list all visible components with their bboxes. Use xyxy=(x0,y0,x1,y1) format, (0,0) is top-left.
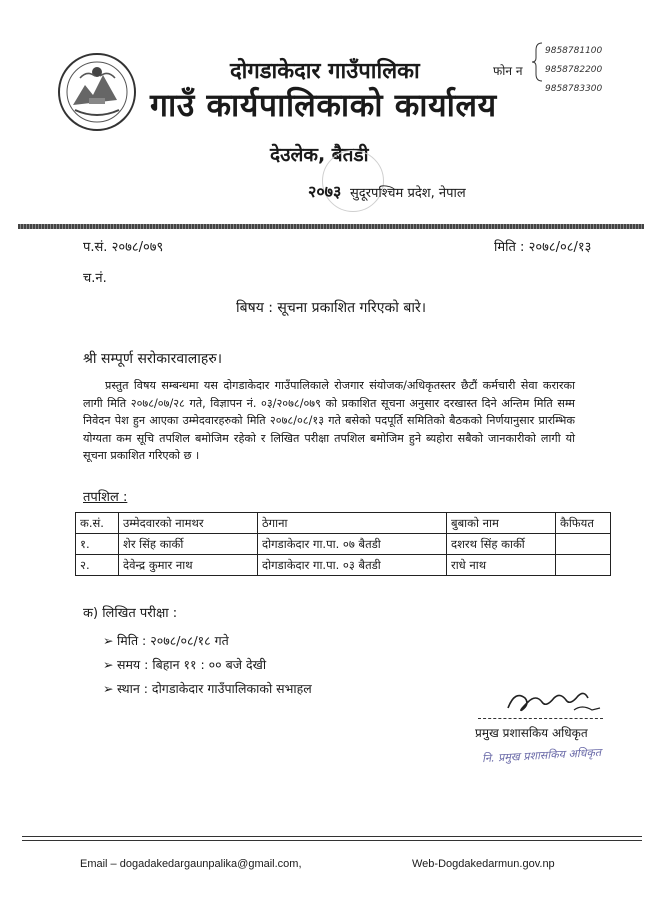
cell: शेर सिंह कार्की xyxy=(119,534,258,555)
cell: दोगडाकेदार गा.पा. ०७ बैतडी xyxy=(258,534,447,555)
office-name: गाउँ कार्यपालिकाको कार्यालय xyxy=(150,86,497,124)
cell: राधे नाथ xyxy=(447,555,556,576)
table-row xyxy=(76,534,611,555)
cell: देवेन्द्र कुमार नाथ xyxy=(119,555,258,576)
table-header-row xyxy=(76,513,611,534)
arrow-bullet-icon: ➢ xyxy=(103,633,114,648)
signature-line xyxy=(478,718,603,719)
col-serial: क.सं. xyxy=(76,513,119,534)
subject-line: बिषय : सूचना प्रकाशित गरिएको बारे। xyxy=(235,300,427,316)
office-location: देउलेक, बैतडी xyxy=(270,144,369,166)
footer-website: Web-Dogdakedarmun.gov.np xyxy=(412,858,555,870)
phone-label: फोन न xyxy=(493,64,523,78)
municipality-name: दोगडाकेदार गाउँपालिका xyxy=(230,59,420,84)
cell xyxy=(556,555,611,576)
cell: २. xyxy=(76,555,119,576)
exam-details-list xyxy=(103,629,312,701)
col-father-name: बुबाको नाम xyxy=(447,513,556,534)
col-address: ठेगाना xyxy=(258,513,447,534)
details-label: तपशिल : xyxy=(83,490,128,505)
letter-date: मिति : २०७८/०८/१३ xyxy=(494,240,592,255)
phone-number: 9858781100 xyxy=(545,46,603,56)
signature-icon xyxy=(470,680,610,722)
nepal-emblem-icon xyxy=(55,50,140,135)
salutation: श्री सम्पूर्ण सरोकारवालाहरु। xyxy=(83,351,223,367)
col-remarks: कैफियत xyxy=(556,513,611,534)
cell: दोगडाकेदार गा.पा. ०३ बैतडी xyxy=(258,555,447,576)
cell xyxy=(556,534,611,555)
footer-divider xyxy=(22,836,642,837)
province-text: सुदूरपश्चिम प्रदेश, नेपाल xyxy=(350,186,466,201)
reference-number: प.सं. २०७८/०७९ xyxy=(83,240,164,255)
phone-numbers xyxy=(545,42,602,99)
col-candidate-name: उम्मेदवारको नामथर xyxy=(119,513,258,534)
footer-divider xyxy=(22,840,642,841)
list-item: ➢ मिति : २०७८/०८/१८ गते xyxy=(103,629,312,653)
candidate-table xyxy=(75,512,611,576)
cell: १. xyxy=(76,534,119,555)
established-year: २०७३ xyxy=(308,182,342,201)
arrow-bullet-icon: ➢ xyxy=(103,657,114,672)
phone-number: 9858783300 xyxy=(545,84,603,94)
phone-number: 9858782200 xyxy=(545,65,603,75)
official-stamp: नि. प्रमुख प्रशासकिय अधिकृत xyxy=(481,745,602,766)
list-item: ➢ समय : बिहान ११ : ०० बजे देखी xyxy=(103,653,312,677)
cell: दशरथ सिंह कार्की xyxy=(447,534,556,555)
table-row xyxy=(76,555,611,576)
exam-heading: क) लिखित परीक्षा : xyxy=(83,606,178,621)
signatory-title: प्रमुख प्रशासकिय अधिकृत xyxy=(475,726,588,740)
arrow-bullet-icon: ➢ xyxy=(103,681,114,696)
header-divider xyxy=(18,224,644,229)
dispatch-number: च.नं. xyxy=(83,271,107,286)
body-paragraph: प्रस्तुत विषय सम्बन्धमा यस दोगडाकेदार गाउँपालिकाले रोजगार संयोजक/अधिकृतस्तर छैटौं कर्मचारी सेवा करारका लागी मिति २०७८/०७/२८ गते, विज्ञापन नं. ०३/२०७८/०७९ को प्रकाशित सूचना अनुसार दरखास्त दिने अन्तिम मिति सम्म निवेदन पेश हुन आएका उम्मेदवारहरुको मिति २०७८/०८/१३ गते बसेको पदपूर्ति समितिको बैठकको निर्णयानुसार प्रारम्भिक योग्यता कम सूचि तपशिल बमोजिम रहेको र लिखित परीक्षा तपशिल बमोजिम हुने ब्यहोरा सबैको जानकारीको लागी यो सूचना प्रकाशित गरिएको छ । xyxy=(83,379,575,462)
brace-icon xyxy=(532,42,544,82)
footer-email: Email – dogadakedargaunpalika@gmail.com, xyxy=(80,858,302,870)
list-item: ➢ स्थान : दोगडाकेदार गाउँपालिकाको सभाहल xyxy=(103,677,312,701)
